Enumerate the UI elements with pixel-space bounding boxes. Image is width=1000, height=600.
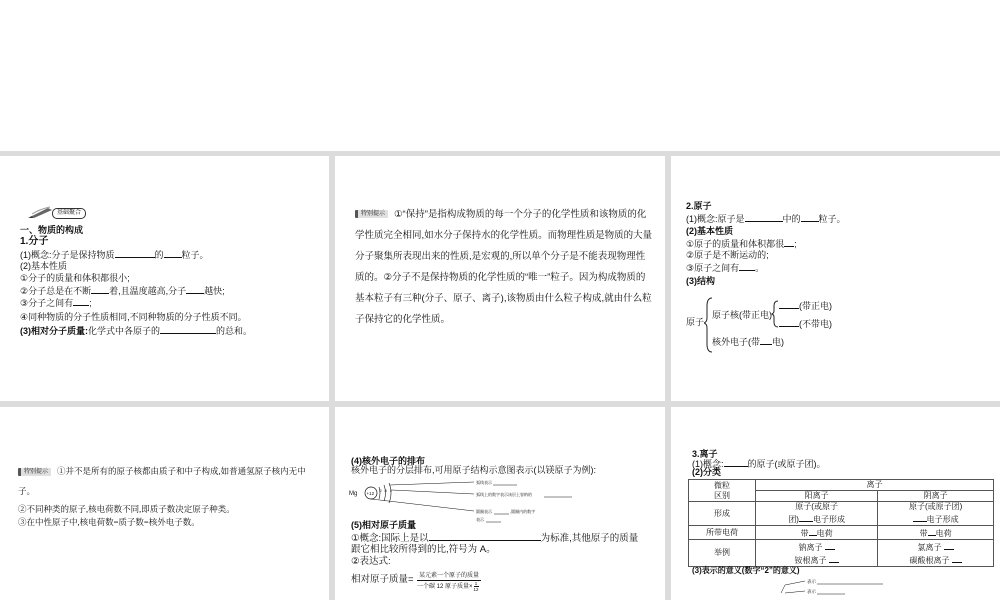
atom-prop-3: ③原子之间有 。 xyxy=(686,263,765,273)
relative-molecular-mass: (3)相对分子质量:化学式中各原子的 的总和。 xyxy=(20,326,253,336)
molecule-prop-4: ④同种物质的分子性质相同,不同种物质的分子性质不同。 xyxy=(20,312,247,322)
answer-blank xyxy=(164,248,182,258)
neutron-line: (不带电) xyxy=(779,317,832,330)
answer-blank xyxy=(186,284,204,294)
ion-title: 3.离子 xyxy=(692,449,718,459)
answer-blank xyxy=(73,296,89,306)
table-header-ion: 离子 xyxy=(756,480,994,491)
note-line-3: ③在中性原子中,核电荷数=质子数=核外电子数。 xyxy=(18,517,200,527)
slide-electron-arrangement xyxy=(335,407,665,600)
section-heading: 一、物质的构成 xyxy=(20,225,84,235)
formula-numerator: 某元素一个原子的质量 xyxy=(419,573,480,579)
pen-icon xyxy=(28,205,54,219)
ion-classification-table xyxy=(688,479,994,567)
top-blank-band xyxy=(0,0,1000,151)
diagram-note-arc: 弧线表示 xyxy=(476,480,492,485)
ram-concept: ①概念:国际上是以 为标准,其他原子的质量 xyxy=(351,533,639,544)
diagram-note-circle-number: ,圆圈内的数字 xyxy=(510,509,536,514)
special-note-tag: 特别提示 xyxy=(355,210,388,218)
molecule-title: 1.分子 xyxy=(20,236,49,247)
meaning-note-2: 表示 xyxy=(807,589,816,594)
answer-blank xyxy=(801,212,819,222)
answer-blank xyxy=(779,317,799,327)
ram-formula xyxy=(351,574,414,586)
relative-atomic-mass-title: (5)相对原子质量 xyxy=(351,520,416,530)
nucleus-label: 原子核(带正电) xyxy=(712,310,772,320)
proton-line: (带正电) xyxy=(779,299,832,312)
answer-blank xyxy=(724,457,748,467)
electron-line: 核外电子(带 电) xyxy=(712,337,784,347)
table-header-anion: 阴离子 xyxy=(878,491,994,502)
molecule-prop-1: ①分子的质量和体积都很小; xyxy=(20,273,130,283)
answer-blank xyxy=(91,284,109,294)
number-meaning-diagram xyxy=(771,575,901,600)
meaning-title: (3)表示的意义(数字“2”的意义) xyxy=(692,566,800,575)
formula-lhs: 相对原子质量= xyxy=(351,574,414,585)
atom-label: 原子 xyxy=(686,317,705,327)
answer-blank xyxy=(739,261,755,271)
answer-blank xyxy=(429,531,541,541)
note-line-1: 特别提示 ①并不是所有的原子核都由质子和中子构成,如普通氢原子核内无中子。 xyxy=(18,466,306,496)
element-symbol: Mg xyxy=(349,491,358,497)
molecule-prop-3: ③分子之间有 ; xyxy=(20,298,92,308)
slide-atom xyxy=(671,156,1000,401)
section-badge xyxy=(28,205,108,223)
note-line-2: ②不同种类的原子,核电荷数不同,即质子数决定原子种类。 xyxy=(18,504,235,514)
answer-blank xyxy=(115,248,155,258)
molecule-prop-2: ②分子总是在不断 着,且温度越高,分子 越快; xyxy=(20,286,225,296)
atom-props-title: (2)基本性质 xyxy=(686,226,733,236)
svg-text:+12: +12 xyxy=(366,491,375,496)
table-row: 所带电荷 带 电荷 带 电荷 xyxy=(689,526,994,540)
section-badge-label: 基础聚合 xyxy=(52,208,86,219)
table-row: 形成 原子(或原子 团) 电子形成 原子(或原子团) 电子形成 xyxy=(689,502,994,526)
molecule-concept: (1)概念:分子是保持物质 的 粒子。 xyxy=(20,250,209,260)
special-note-text: 特别提示 ①“保持”是指构成物质的每一个分子的化学性质和该物质的化学性质完全相同,如水分子保持水的化学性质。而物理性质是物质的大量分子聚集所表现出来的性质,是宏观的,所以单个分子是不能表现物理性质的。②分子不是保持物质的化学性质的“唯一”粒子。因为构成物质的基本粒子有三种(分子、原子、离子),该物质由什么粒子构成,就由什么粒子保持它的化学性质。 xyxy=(355,209,653,325)
special-note-text xyxy=(18,461,320,529)
table-row: 举例 钠离子 铵根离子 氯离子 碳酸根离子 xyxy=(689,540,994,567)
diagram-note-circle-number-means: 表示 xyxy=(476,517,484,522)
slide-molecule-basics xyxy=(0,156,329,401)
meaning-note-1: 表示 xyxy=(807,579,816,584)
answer-blank xyxy=(779,299,799,309)
svg-text:2: 2 xyxy=(390,488,393,493)
atom-title: 2.原子 xyxy=(686,201,712,211)
atom-concept: (1)概念:原子是 中的 粒子。 xyxy=(686,214,846,224)
svg-text:8: 8 xyxy=(384,488,387,493)
ram-expression-title: ②表达式: xyxy=(351,556,391,567)
special-note-tag: 特别提示 xyxy=(18,468,51,476)
ram-concept-line2: 跟它相比较所得到的比,符号为 A。 xyxy=(351,544,496,555)
slide-special-note-atom xyxy=(0,407,329,600)
atom-prop-2: ②原子是不断运动的; xyxy=(686,250,769,260)
ion-concept: (1)概念: 的原子(或原子团)。 xyxy=(692,459,826,469)
table-header-cation: 阳离子 xyxy=(756,491,878,502)
ion-classification-title: (2)分类 xyxy=(692,467,721,477)
slide-ions xyxy=(671,407,1000,600)
diagram-note-arc-number: 弧线上的数字表示该层上容纳的 xyxy=(476,492,532,497)
atom-prop-1: ①原子的质量和体积都很 ; xyxy=(686,239,797,249)
answer-blank xyxy=(784,237,794,247)
answer-blank xyxy=(760,335,772,345)
formula-denominator: 一个碳 12 原子质量× $\frac{1}{12}$ xyxy=(417,581,479,592)
answer-blank xyxy=(745,212,783,222)
atom-structure-title: (3)结构 xyxy=(686,276,715,286)
formula-fraction xyxy=(417,572,481,592)
slide-special-note-molecule xyxy=(335,156,665,401)
electron-intro: 核外电子的分层排布,可用原子结构示意图表示(以镁原子为例): xyxy=(351,465,596,475)
electron-title: (4)核外电子的排布 xyxy=(351,456,425,466)
answer-blank xyxy=(160,324,216,334)
molecule-props-title: (2)基本性质 xyxy=(20,261,67,271)
table-corner-cell: 微粒 区别 xyxy=(689,480,756,502)
diagram-note-circle: 圆圈表示 xyxy=(476,509,492,514)
svg-text:2: 2 xyxy=(379,488,382,493)
